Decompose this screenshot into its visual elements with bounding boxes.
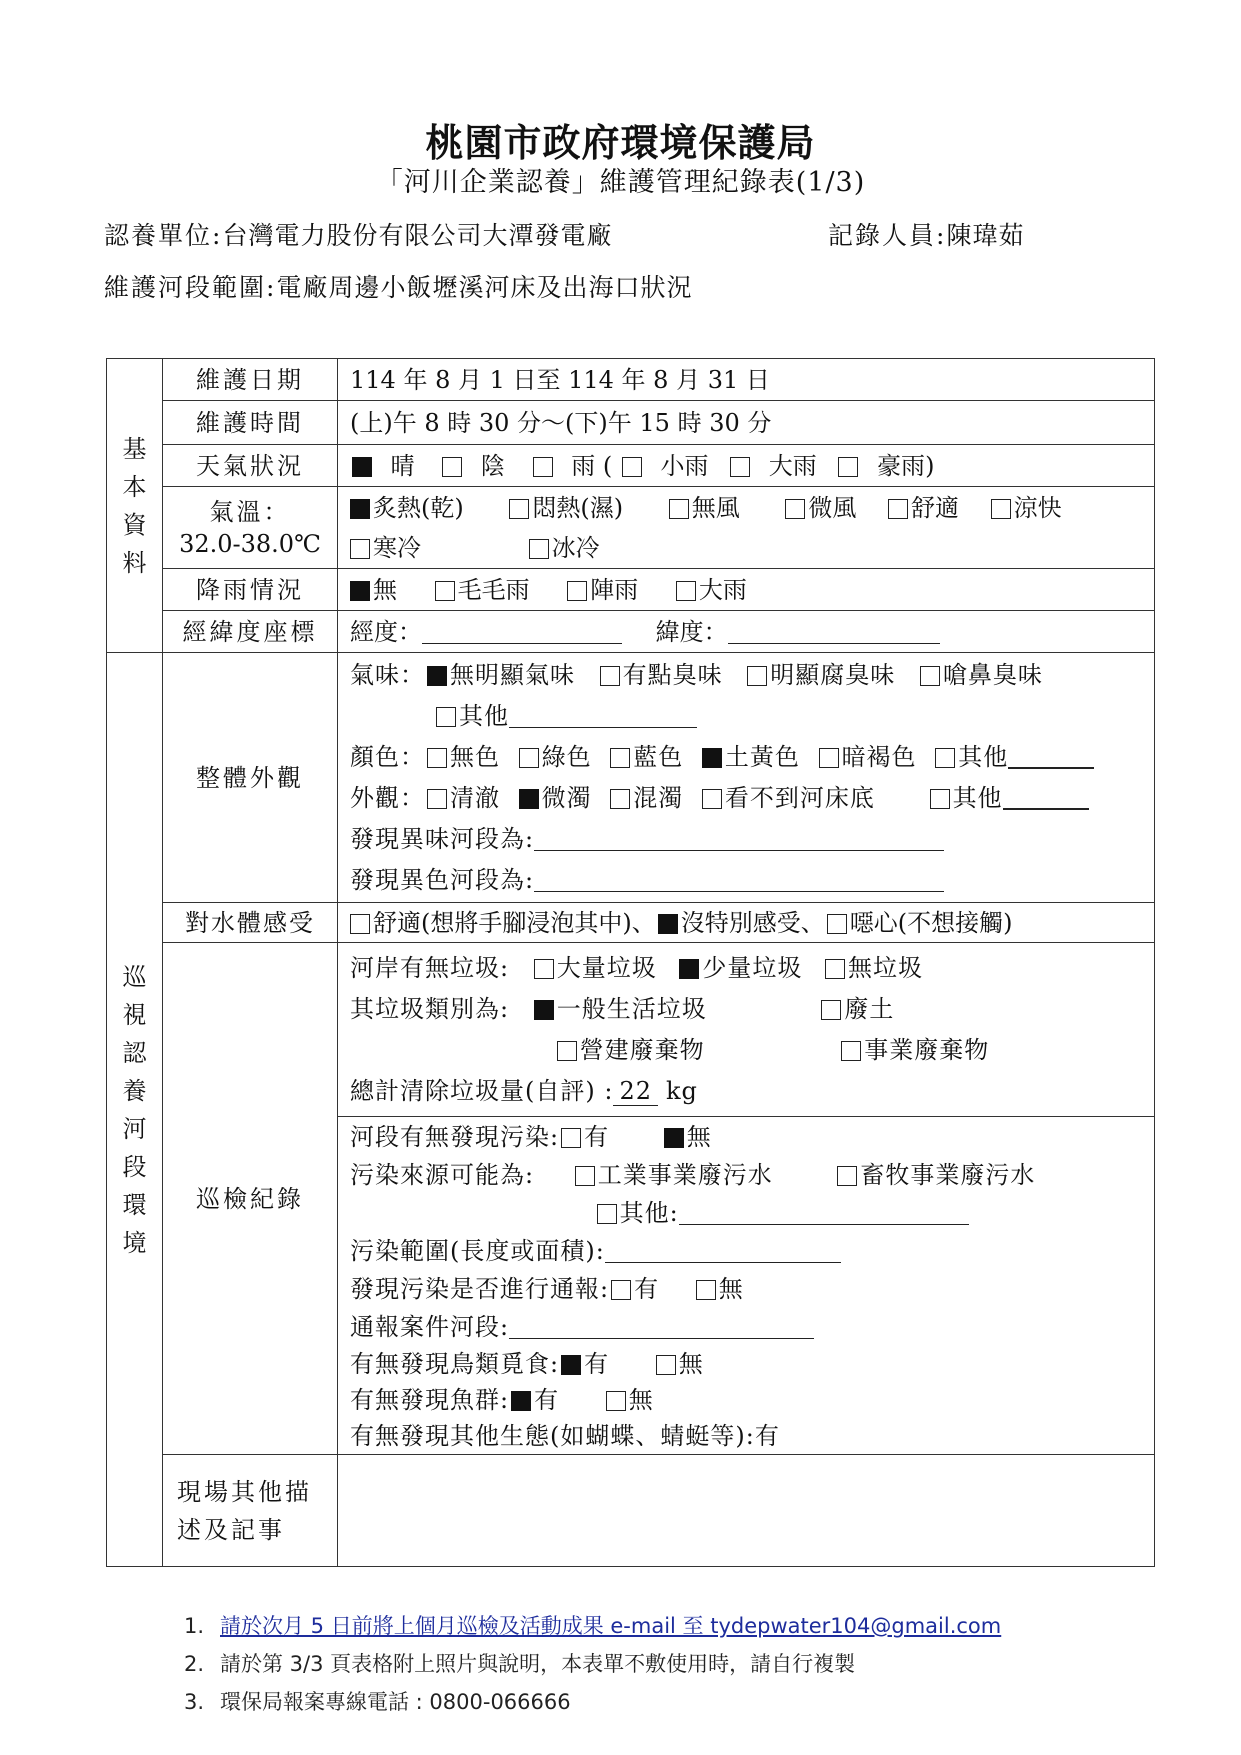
footnote-2 bbox=[184, 1648, 855, 1678]
weather-light-rain-checkbox[interactable] bbox=[622, 457, 642, 477]
birds-label: 有無發現鳥類覓食: bbox=[350, 1349, 560, 1378]
weather-cloudy-label: 陰 bbox=[480, 451, 505, 480]
appearance-label: 整體外觀 bbox=[163, 653, 338, 903]
birds-no-label: 無 bbox=[678, 1349, 704, 1378]
trash-none-label: 無垃圾 bbox=[848, 953, 924, 982]
fish-yes-label: 有 bbox=[534, 1385, 560, 1414]
color-yellow-checkbox[interactable] bbox=[702, 748, 722, 768]
pollution-yes-checkbox[interactable] bbox=[561, 1128, 581, 1148]
trash-label: 河岸有無垃圾: bbox=[350, 953, 510, 982]
fish-label: 有無發現魚群: bbox=[350, 1385, 510, 1414]
river-range-label: 維護河段範圍: bbox=[104, 273, 277, 302]
source-other-label: 其他: bbox=[619, 1198, 679, 1227]
smell-pungent-label: 嗆鼻臭味 bbox=[942, 660, 1043, 689]
pollution-range-label: 污染範圍(長度或面積): bbox=[350, 1236, 605, 1265]
color-other-label: 其他 bbox=[958, 742, 1009, 771]
feeling-nothing-label: 沒特別感受、 bbox=[680, 908, 825, 937]
feeling-nothing-checkbox[interactable] bbox=[658, 914, 678, 934]
smell-row bbox=[350, 655, 1154, 696]
category-char: 料 bbox=[122, 548, 147, 577]
trash-few-label: 少量垃圾 bbox=[702, 953, 803, 982]
temp-comfortable-label: 舒適 bbox=[911, 493, 960, 522]
report-section-field[interactable] bbox=[509, 1312, 814, 1339]
temp-no-wind-label: 無風 bbox=[691, 493, 740, 522]
smell-none-checkbox[interactable] bbox=[427, 666, 447, 686]
rain-drizzle-label: 毛毛雨 bbox=[457, 575, 530, 604]
color-brown-label: 暗褐色 bbox=[841, 742, 917, 771]
pollution-yes-label: 有 bbox=[584, 1122, 610, 1151]
pollution-section bbox=[338, 1117, 1155, 1455]
color-yellow-label: 土黃色 bbox=[724, 742, 800, 771]
trash-household-label: 一般生活垃圾 bbox=[556, 994, 707, 1023]
footnote-1 bbox=[184, 1610, 1001, 1640]
color-other-field[interactable] bbox=[1008, 741, 1094, 769]
recorder-label: 記錄人員: bbox=[828, 221, 947, 250]
color-label: 顏色： bbox=[350, 742, 425, 771]
latitude-field[interactable] bbox=[728, 617, 940, 644]
temperature-field bbox=[163, 487, 338, 569]
smell-other-row bbox=[350, 696, 1154, 737]
trash-few-checkbox[interactable] bbox=[679, 959, 699, 979]
birds-yes-checkbox[interactable] bbox=[561, 1355, 581, 1375]
look-clear-checkbox[interactable] bbox=[427, 789, 447, 809]
report-label: 發現污染是否進行通報: bbox=[350, 1274, 610, 1303]
form-subtitle: 「河川企業認養」維護管理紀錄表(1/3) bbox=[375, 167, 866, 198]
date-value-text: 114 年 8 月 1 日至 114 年 8 月 31 日 bbox=[350, 365, 770, 394]
report-yes-label: 有 bbox=[634, 1274, 660, 1303]
trash-row bbox=[350, 948, 1154, 989]
odd-color-field[interactable] bbox=[534, 865, 944, 892]
category-char: 認 bbox=[122, 1038, 147, 1067]
notes-label-line: 現場其他描 bbox=[177, 1477, 312, 1506]
longitude-field[interactable] bbox=[422, 617, 622, 644]
footnote-number: 3. bbox=[184, 1690, 205, 1714]
temp-breeze-label: 微風 bbox=[808, 493, 857, 522]
color-clear-checkbox[interactable] bbox=[427, 748, 447, 768]
smell-other-field[interactable] bbox=[509, 701, 697, 728]
temp-humid-checkbox[interactable] bbox=[509, 499, 529, 519]
birds-yes-label: 有 bbox=[584, 1349, 610, 1378]
time-value-text: (上)午 8 時 30 分～(下)午 15 時 30 分 bbox=[350, 408, 772, 437]
source-industrial-checkbox[interactable] bbox=[575, 1166, 595, 1186]
odd-smell-label: 發現異味河段為: bbox=[350, 824, 535, 853]
pollution-range-row bbox=[350, 1232, 1154, 1270]
temperature-value: 32.0-38.0℃ bbox=[179, 529, 321, 558]
pollution-label: 河段有無發現污染: bbox=[350, 1122, 560, 1151]
trash-type-label: 其垃圾類別為: bbox=[350, 994, 510, 1023]
notes-label-line: 述及記事 bbox=[177, 1515, 285, 1544]
weather-heavy-rain-label: 大雨 bbox=[768, 451, 817, 480]
feeling-gross-checkbox[interactable] bbox=[827, 914, 847, 934]
temp-humid-label: 悶熱(濕) bbox=[532, 493, 624, 522]
adopting-unit bbox=[104, 216, 612, 252]
category-char: 基 bbox=[122, 434, 147, 463]
rain-heavy-checkbox[interactable] bbox=[676, 581, 696, 601]
look-turbid-label: 混濁 bbox=[633, 783, 684, 812]
trash-section bbox=[338, 943, 1155, 1117]
page-title: 桃園市政府環境保護局 bbox=[425, 120, 816, 165]
weather-storm-checkbox[interactable] bbox=[838, 457, 858, 477]
weather-light-rain-label: 小雨 bbox=[660, 451, 709, 480]
source-industrial-label: 工業事業廢污水 bbox=[597, 1160, 773, 1189]
fish-no-checkbox[interactable] bbox=[606, 1391, 626, 1411]
rain-shower-label: 陣雨 bbox=[590, 575, 639, 604]
trash-none-checkbox[interactable] bbox=[825, 959, 845, 979]
trash-soil-checkbox[interactable] bbox=[821, 1000, 841, 1020]
report-no-label: 無 bbox=[718, 1274, 744, 1303]
adopting-unit-value: 台灣電力股份有限公司大潭發電廠 bbox=[222, 221, 613, 250]
source-other-checkbox[interactable] bbox=[597, 1204, 617, 1224]
feeling-comfort-label: 舒適(想將手腳浸泡其中)、 bbox=[373, 908, 656, 937]
notes-field[interactable] bbox=[338, 1455, 1155, 1567]
temp-comfortable-checkbox[interactable] bbox=[888, 499, 908, 519]
temp-cool-label: 涼快 bbox=[1013, 493, 1062, 522]
rain-heavy-label: 大雨 bbox=[698, 575, 747, 604]
source-other-row bbox=[350, 1194, 1154, 1232]
footnote-3 bbox=[184, 1686, 571, 1716]
fish-no-label: 無 bbox=[628, 1385, 654, 1414]
odd-smell-row bbox=[350, 819, 1154, 860]
footnote-text: 請於第 3/3 頁表格附上照片與說明，本表單不敷使用時，請自行複製 bbox=[220, 1652, 856, 1676]
trash-lots-checkbox[interactable] bbox=[534, 959, 554, 979]
temp-cool-checkbox[interactable] bbox=[991, 499, 1011, 519]
color-brown-checkbox[interactable] bbox=[819, 748, 839, 768]
report-row bbox=[350, 1270, 1154, 1308]
trash-total-value[interactable]: 22 bbox=[613, 1077, 658, 1106]
time-value[interactable] bbox=[338, 401, 1155, 445]
temperature-options bbox=[338, 487, 1155, 569]
temperature-label: 氣溫： bbox=[209, 497, 291, 526]
odd-color-row bbox=[350, 860, 1154, 901]
river-range-value: 電廠周邊小飯壢溪河床及出海口狀況 bbox=[276, 273, 693, 302]
river-range bbox=[104, 268, 692, 304]
fish-row bbox=[350, 1382, 1154, 1418]
paren-open: ( bbox=[602, 451, 613, 480]
inspection-label: 巡檢紀錄 bbox=[163, 943, 338, 1455]
footnote-text: 環保局報案專線電話 : 0800-066666 bbox=[220, 1690, 571, 1714]
recorder bbox=[828, 216, 1024, 252]
pollution-range-field[interactable] bbox=[605, 1236, 841, 1263]
category-char: 境 bbox=[122, 1228, 147, 1257]
rain-options bbox=[338, 569, 1155, 611]
patrol-category bbox=[107, 653, 163, 1567]
temp-icy-label: 冰冷 bbox=[551, 533, 600, 562]
category-char: 本 bbox=[122, 472, 147, 501]
color-blue-label: 藍色 bbox=[633, 742, 684, 771]
look-other-checkbox[interactable] bbox=[930, 789, 950, 809]
report-yes-checkbox[interactable] bbox=[611, 1280, 631, 1300]
look-bottom-checkbox[interactable] bbox=[702, 789, 722, 809]
pollution-no-checkbox[interactable] bbox=[664, 1128, 684, 1148]
odd-smell-field[interactable] bbox=[534, 824, 944, 851]
category-char: 養 bbox=[122, 1076, 147, 1105]
paren-close: ) bbox=[925, 451, 935, 480]
temp-hot-dry-label: 炙熱(乾) bbox=[373, 493, 464, 522]
temp-no-wind-checkbox[interactable] bbox=[669, 499, 689, 519]
trash-industrial-label: 事業廢棄物 bbox=[864, 1035, 990, 1064]
temp-cold-checkbox[interactable] bbox=[350, 539, 370, 559]
feeling-comfort-checkbox[interactable] bbox=[350, 914, 370, 934]
coords-label: 經緯度座標 bbox=[163, 611, 338, 653]
appearance-options bbox=[338, 653, 1155, 903]
temp-breeze-checkbox[interactable] bbox=[785, 499, 805, 519]
fish-yes-checkbox[interactable] bbox=[511, 1391, 531, 1411]
trash-household-checkbox[interactable] bbox=[534, 1000, 554, 1020]
temp-hot-dry-checkbox[interactable] bbox=[350, 499, 370, 519]
look-slight-label: 微濁 bbox=[541, 783, 592, 812]
other-eco-row bbox=[350, 1418, 1154, 1454]
smell-label: 氣味： bbox=[350, 660, 425, 689]
weather-label: 天氣狀況 bbox=[163, 445, 338, 487]
rain-none-checkbox[interactable] bbox=[350, 581, 370, 601]
category-char: 巡 bbox=[122, 962, 147, 991]
color-green-checkbox[interactable] bbox=[519, 748, 539, 768]
look-bottom-label: 看不到河床底 bbox=[724, 783, 875, 812]
look-other-field[interactable] bbox=[1003, 782, 1089, 810]
recorder-value: 陳瑋茹 bbox=[946, 221, 1025, 250]
other-eco-label: 有無發現其他生態(如蝴蝶、蜻蜓等): bbox=[350, 1421, 755, 1450]
report-section-label: 通報案件河段: bbox=[350, 1312, 510, 1341]
feeling-label: 對水體感受 bbox=[163, 903, 338, 943]
smell-pungent-checkbox[interactable] bbox=[920, 666, 940, 686]
look-slight-checkbox[interactable] bbox=[519, 789, 539, 809]
feeling-gross-label: 噁心(不想接觸) bbox=[849, 908, 1013, 937]
smell-none-label: 無明顯氣味 bbox=[450, 660, 575, 689]
rain-none-label: 無 bbox=[373, 575, 397, 604]
notes-label bbox=[163, 1455, 338, 1567]
longitude-label: 經度： bbox=[350, 617, 422, 646]
smell-other-checkbox[interactable] bbox=[436, 707, 456, 727]
color-row bbox=[350, 737, 1154, 778]
weather-sunny-checkbox[interactable] bbox=[352, 457, 372, 477]
odd-color-label: 發現異色河段為: bbox=[350, 865, 535, 894]
source-livestock-label: 畜牧事業廢污水 bbox=[860, 1160, 1036, 1189]
category-char: 視 bbox=[122, 1000, 147, 1029]
category-char: 段 bbox=[122, 1152, 147, 1181]
look-label: 外觀： bbox=[350, 783, 425, 812]
color-clear-label: 無色 bbox=[450, 742, 500, 771]
look-row bbox=[350, 778, 1154, 819]
look-other-label: 其他 bbox=[952, 783, 1003, 812]
weather-rain-label: 雨 bbox=[571, 451, 596, 480]
trash-total-label: 總計清除垃圾量(自評) : bbox=[350, 1076, 614, 1105]
smell-rotten-checkbox[interactable] bbox=[747, 666, 767, 686]
birds-no-checkbox[interactable] bbox=[656, 1355, 676, 1375]
weather-heavy-rain-checkbox[interactable] bbox=[730, 457, 750, 477]
weather-rain-checkbox[interactable] bbox=[533, 457, 553, 477]
weather-storm-label: 豪雨 bbox=[877, 451, 926, 480]
look-turbid-checkbox[interactable] bbox=[610, 789, 630, 809]
color-other-checkbox[interactable] bbox=[935, 748, 955, 768]
date-label: 維護日期 bbox=[163, 359, 338, 401]
rain-drizzle-checkbox[interactable] bbox=[435, 581, 455, 601]
source-row bbox=[350, 1156, 1154, 1194]
weather-options bbox=[338, 445, 1155, 487]
maintenance-form-table bbox=[106, 358, 1155, 1567]
rain-shower-checkbox[interactable] bbox=[567, 581, 587, 601]
pollution-no-label: 無 bbox=[686, 1122, 712, 1151]
color-blue-checkbox[interactable] bbox=[610, 748, 630, 768]
weather-sunny-label: 晴 bbox=[390, 451, 415, 480]
trash-lots-label: 大量垃圾 bbox=[556, 953, 657, 982]
trash-type-row-2 bbox=[350, 1030, 1154, 1071]
source-livestock-checkbox[interactable] bbox=[837, 1166, 857, 1186]
trash-soil-label: 廢土 bbox=[844, 994, 895, 1023]
basic-info-category bbox=[107, 359, 163, 653]
trash-total-unit: kg bbox=[666, 1076, 698, 1105]
footnote-number: 1. bbox=[184, 1614, 205, 1638]
footnote-number: 2. bbox=[184, 1652, 205, 1676]
adopting-unit-label: 認養單位: bbox=[104, 221, 223, 250]
trash-type-row bbox=[350, 989, 1154, 1030]
time-label: 維護時間 bbox=[163, 401, 338, 445]
smell-other-label: 其他 bbox=[459, 701, 509, 730]
temp-cold-label: 寒冷 bbox=[373, 533, 421, 562]
category-char: 河 bbox=[122, 1114, 147, 1143]
weather-cloudy-checkbox[interactable] bbox=[442, 457, 462, 477]
smell-rotten-label: 明顯腐臭味 bbox=[770, 660, 896, 689]
birds-row bbox=[350, 1346, 1154, 1382]
smell-slight-label: 有點臭味 bbox=[622, 660, 723, 689]
trash-construction-checkbox[interactable] bbox=[557, 1041, 577, 1061]
report-no-checkbox[interactable] bbox=[696, 1280, 716, 1300]
trash-industrial-checkbox[interactable] bbox=[841, 1041, 861, 1061]
smell-slight-checkbox[interactable] bbox=[600, 666, 620, 686]
trash-construction-label: 營建廢棄物 bbox=[579, 1035, 705, 1064]
coords-value bbox=[338, 611, 1155, 653]
rain-label: 降雨情況 bbox=[163, 569, 338, 611]
category-char: 資 bbox=[122, 510, 147, 539]
footnote-email-link[interactable]: 請於次月 5 日前將上個月巡檢及活動成果 e-mail 至 tydepwater104@gmail.com bbox=[220, 1614, 1002, 1638]
date-value[interactable] bbox=[338, 359, 1155, 401]
color-green-label: 綠色 bbox=[541, 742, 592, 771]
source-label: 污染來源可能為: bbox=[350, 1160, 535, 1189]
temp-icy-checkbox[interactable] bbox=[529, 539, 549, 559]
source-other-field[interactable] bbox=[679, 1198, 969, 1225]
look-clear-label: 清澈 bbox=[450, 783, 500, 812]
report-section-row bbox=[350, 1308, 1154, 1346]
other-eco-value[interactable]: 有 bbox=[754, 1421, 780, 1450]
feeling-options bbox=[338, 903, 1155, 943]
pollution-row bbox=[350, 1118, 1154, 1156]
category-char: 環 bbox=[122, 1190, 147, 1219]
latitude-label: 緯度： bbox=[655, 617, 728, 646]
trash-total-row bbox=[350, 1071, 1154, 1112]
